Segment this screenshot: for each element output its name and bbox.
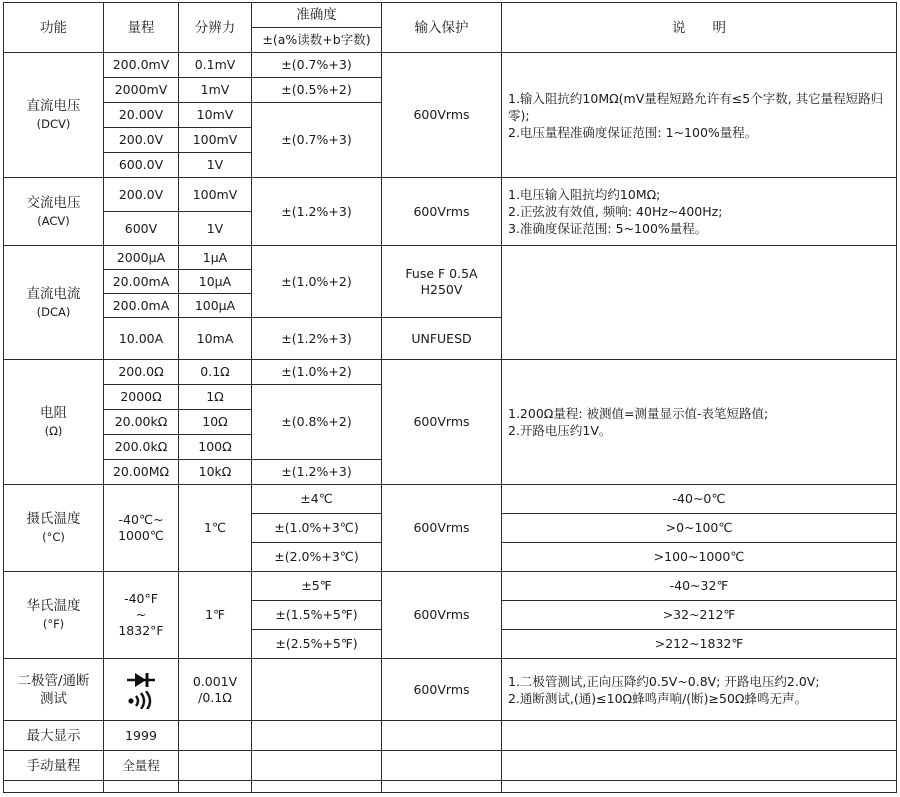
fuse-voltage: H250V xyxy=(420,281,463,297)
empty-cell xyxy=(179,751,252,781)
range-cell: 20.00MΩ xyxy=(104,460,179,485)
empty-cell xyxy=(382,781,502,793)
accuracy-cell: ±(1.0%+2) xyxy=(252,360,382,385)
res-name: 电阻 xyxy=(40,405,67,421)
acv-notes xyxy=(502,178,897,246)
resolution-cell: 1μA xyxy=(179,246,252,270)
range-cell: 2000Ω xyxy=(104,385,179,410)
table-row xyxy=(4,178,897,212)
manual-label: 手动量程 xyxy=(4,751,104,781)
protection-cell: 600Vrms xyxy=(382,659,502,721)
buzzer-icon xyxy=(126,691,156,709)
range-cell: 20.00kΩ xyxy=(104,410,179,435)
empty-cell xyxy=(104,781,179,793)
temp-range-note: -40~0℃ xyxy=(502,485,897,514)
temp-range-note: -40~32℉ xyxy=(502,572,897,601)
empty-cell xyxy=(252,751,382,781)
empty-cell xyxy=(382,751,502,781)
range-cell: 20.00V xyxy=(104,103,179,128)
res-abbr: (Ω) xyxy=(44,424,63,438)
table-row xyxy=(4,572,897,601)
note-line: 3.准确度保证范围: 5~100%量程。 xyxy=(508,221,708,236)
empty-cell xyxy=(502,751,897,781)
dca-notes xyxy=(502,246,897,360)
resolution-cell: 100mV xyxy=(179,178,252,212)
accuracy-cell: ±(1.0%+2) xyxy=(252,246,382,318)
diode-name: 测试 xyxy=(40,690,67,707)
table-row xyxy=(4,751,897,781)
spec-table xyxy=(3,2,897,793)
header-description: 说 明 xyxy=(502,3,897,53)
accuracy-cell: ±(1.2%+3) xyxy=(252,460,382,485)
resolution-cell: 1V xyxy=(179,153,252,178)
range-line: -40℃~ xyxy=(118,512,164,527)
empty-cell xyxy=(252,721,382,751)
range-cell: 200.0V xyxy=(104,128,179,153)
fuse-rating: Fuse F 0.5A xyxy=(405,265,478,281)
header-row xyxy=(4,3,897,28)
header-accuracy-formula: ±(a%读数+b字数) xyxy=(252,28,382,53)
empty-cell xyxy=(502,721,897,751)
range-cell: 200.0mA xyxy=(104,294,179,318)
range-cell: 200.0mV xyxy=(104,53,179,78)
empty-cell xyxy=(502,781,897,793)
tempc-name: 摄氏温度 xyxy=(26,511,81,527)
resolution-cell: 1mV xyxy=(179,78,252,103)
empty-cell xyxy=(252,781,382,793)
header-function: 功能 xyxy=(4,3,104,53)
range-cell: 600V xyxy=(104,212,179,246)
resolution-cell: 0.1Ω xyxy=(179,360,252,385)
empty-cell xyxy=(179,781,252,793)
note-line: 1.输入阻抗约10MΩ(mV量程短路允许有≤5个字数, 其它量程短路归零); xyxy=(508,90,884,123)
range-line: -40°F xyxy=(124,591,158,606)
table-row xyxy=(4,781,897,793)
range-cell: 2000mV xyxy=(104,78,179,103)
temp-range-note: >212~1832℉ xyxy=(502,630,897,659)
resolution-cell: 10mV xyxy=(179,103,252,128)
maxdisp-label: 最大显示 xyxy=(4,721,104,751)
accuracy-cell: ±(1.2%+3) xyxy=(252,178,382,246)
range-cell: 200.0V xyxy=(104,178,179,212)
diode-function xyxy=(4,659,104,721)
accuracy-cell: ±(0.8%+2) xyxy=(252,385,382,460)
resolution-cell: 1V xyxy=(179,212,252,246)
temp-range-note: >100~1000℃ xyxy=(502,543,897,572)
resolution-cell: 10mA xyxy=(179,318,252,360)
header-input-protection: 输入保护 xyxy=(382,3,502,53)
dcv-abbr: (DCV) xyxy=(36,117,71,131)
empty-cell xyxy=(382,721,502,751)
protection-cell: 600Vrms xyxy=(382,53,502,178)
table-row xyxy=(4,485,897,514)
accuracy-cell: ±(2.0%+3℃) xyxy=(252,543,382,572)
resolution-cell: 0.1mV xyxy=(179,53,252,78)
protection-cell: 600Vrms xyxy=(382,178,502,246)
dca-function xyxy=(4,246,104,360)
resolution-cell: 100mV xyxy=(179,128,252,153)
protection-cell xyxy=(382,246,502,318)
empty-cell xyxy=(4,781,104,793)
accuracy-cell: ±(0.7%+3) xyxy=(252,103,382,178)
header-range: 量程 xyxy=(104,3,179,53)
header-resolution: 分辨力 xyxy=(179,3,252,53)
dcv-notes xyxy=(502,53,897,178)
diode-symbols xyxy=(104,659,179,721)
diode-name: 二极管/通断 xyxy=(17,672,90,689)
empty-cell xyxy=(179,721,252,751)
acv-abbr: (ACV) xyxy=(37,213,70,228)
res-notes xyxy=(502,360,897,485)
resolution-cell: 1℃ xyxy=(179,485,252,572)
dcv-function xyxy=(4,53,104,178)
tempf-abbr: (°F) xyxy=(42,617,65,631)
diode-resolution xyxy=(179,659,252,721)
resolution-cell: 100Ω xyxy=(179,435,252,460)
dca-name: 直流电流 xyxy=(26,285,81,302)
protection-cell: 600Vrms xyxy=(382,360,502,485)
temp-range-note: >32~212℉ xyxy=(502,601,897,630)
diode-icon xyxy=(126,671,156,689)
note-line: 2.开路电压约1V。 xyxy=(508,423,612,438)
range-cell: 200.0kΩ xyxy=(104,435,179,460)
note-line: 1.200Ω量程: 被测值=测量显示值-表笔短路值; xyxy=(508,406,769,421)
res-function xyxy=(4,360,104,485)
note-line: 2.通断测试,(通)≤10Ω蜂鸣声响/(断)≥50Ω蜂鸣无声。 xyxy=(508,690,807,706)
resolution-cell: 1Ω xyxy=(179,385,252,410)
accuracy-cell: ±4℃ xyxy=(252,485,382,514)
dca-abbr: (DCA) xyxy=(36,304,71,319)
protection-cell: 600Vrms xyxy=(382,485,502,572)
range-cell: 20.00mA xyxy=(104,270,179,294)
protection-cell: 600Vrms xyxy=(382,572,502,659)
table-row xyxy=(4,53,897,78)
resolution-cell: 10μA xyxy=(179,270,252,294)
table-row xyxy=(4,246,897,270)
diode-notes xyxy=(502,659,897,721)
range-cell: 2000μA xyxy=(104,246,179,270)
accuracy-cell: ±(0.5%+2) xyxy=(252,78,382,103)
note-line: 1.电压输入阻抗均约10MΩ; xyxy=(508,187,661,202)
table-row xyxy=(4,721,897,751)
range-line: ~ xyxy=(135,607,147,622)
note-line: 2.正弦波有效值, 频响: 40Hz~400Hz; xyxy=(508,204,723,219)
resolution-cell: 1℉ xyxy=(179,572,252,659)
tempf-name: 华氏温度 xyxy=(26,598,81,614)
resolution-cell: 10Ω xyxy=(179,410,252,435)
maxdisp-value: 1999 xyxy=(104,721,179,751)
acv-function xyxy=(4,178,104,246)
dcv-name: 直流电压 xyxy=(26,98,81,114)
accuracy-cell: ±(1.5%+5℉) xyxy=(252,601,382,630)
table-row xyxy=(4,360,897,385)
manual-value: 全量程 xyxy=(104,751,179,781)
range-line: 1000℃ xyxy=(118,528,164,543)
accuracy-cell: ±(2.5%+5℉) xyxy=(252,630,382,659)
tempc-range xyxy=(104,485,179,572)
accuracy-cell: ±(0.7%+3) xyxy=(252,53,382,78)
range-cell: 600.0V xyxy=(104,153,179,178)
accuracy-cell: ±(1.0%+3℃) xyxy=(252,514,382,543)
tempc-abbr: (°C) xyxy=(42,530,65,544)
tempf-range xyxy=(104,572,179,659)
note-line: 2.电压量程准确度保证范围: 1~100%量程。 xyxy=(508,124,758,140)
header-accuracy: 准确度 xyxy=(252,3,382,28)
resolution-line: 0.001V xyxy=(192,673,238,689)
resolution-cell: 100μA xyxy=(179,294,252,318)
resolution-cell: 10kΩ xyxy=(179,460,252,485)
table-row xyxy=(4,659,897,721)
tempf-function xyxy=(4,572,104,659)
range-cell: 200.0Ω xyxy=(104,360,179,385)
tempc-function xyxy=(4,485,104,572)
protection-cell: UNFUESD xyxy=(382,318,502,360)
acv-name: 交流电压 xyxy=(26,194,81,211)
accuracy-cell xyxy=(252,659,382,721)
temp-range-note: >0~100℃ xyxy=(502,514,897,543)
accuracy-cell: ±(1.2%+3) xyxy=(252,318,382,360)
resolution-line: /0.1Ω xyxy=(198,689,232,705)
range-cell: 10.00A xyxy=(104,318,179,360)
note-line: 1.二极管测试,正向压降约0.5V~0.8V; 开路电压约2.0V; xyxy=(508,673,820,689)
accuracy-cell: ±5℉ xyxy=(252,572,382,601)
range-line: 1832°F xyxy=(118,623,164,638)
